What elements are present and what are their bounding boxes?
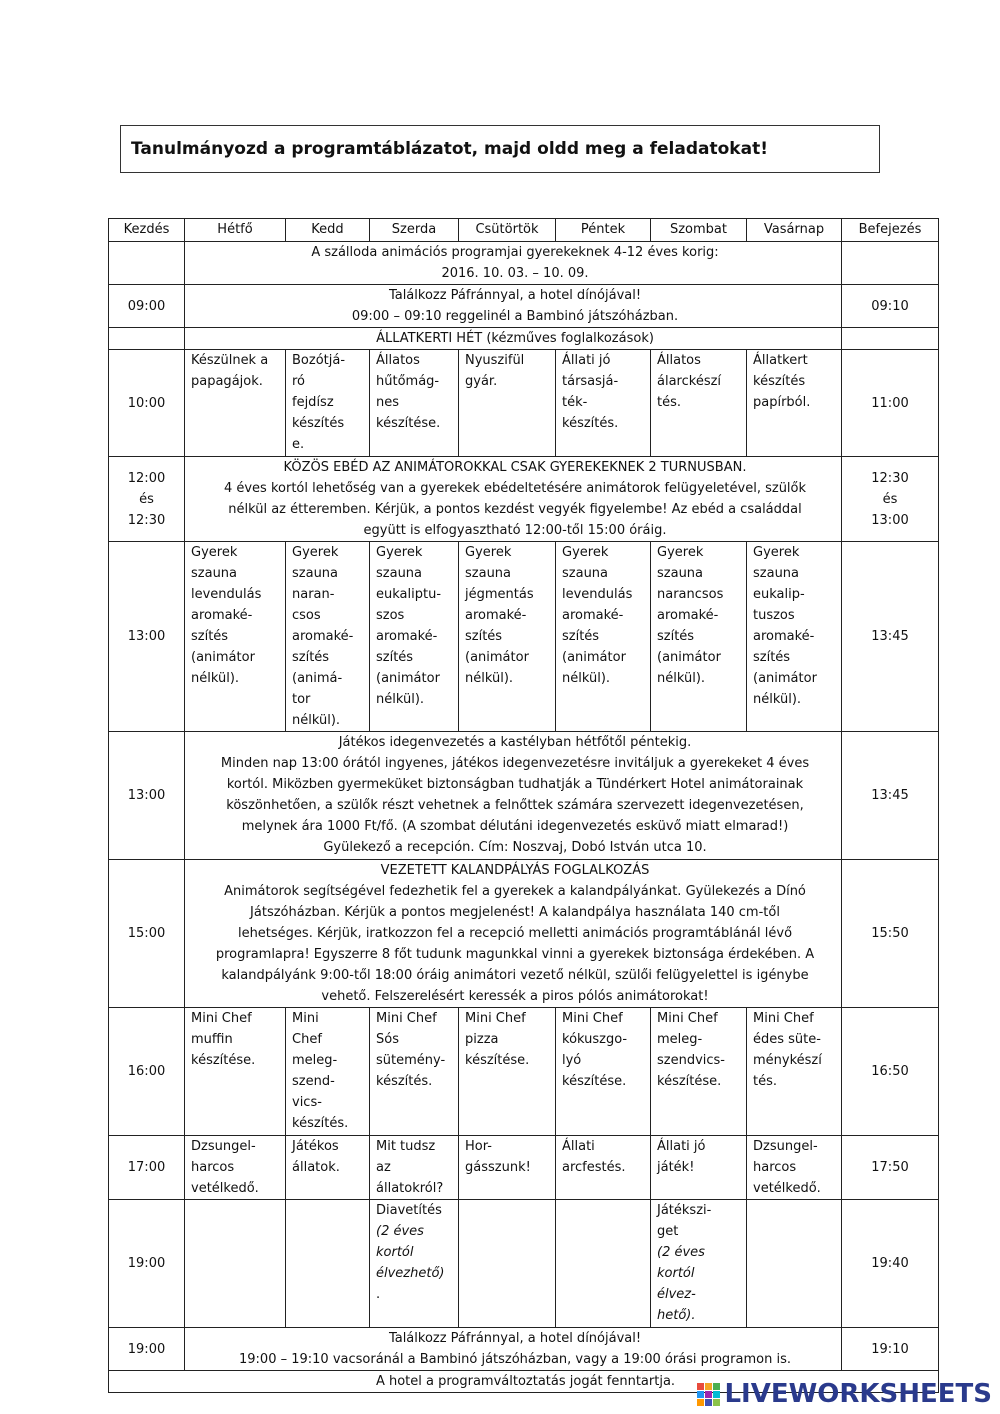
table-row: [109, 457, 939, 542]
day-cell: Mini Chef édes süte- ménykészí tés.: [747, 1008, 842, 1136]
table-row: [109, 1200, 939, 1328]
day-cell: Mini Chef kókuszgo- lyó készítése.: [556, 1008, 651, 1136]
header-thursday: Csütörtök: [459, 219, 556, 242]
day-cell: Gyerek szauna eukaliptu- szos aromaké- szítés (animátor nélkül).: [370, 542, 459, 732]
intro-row: [109, 242, 939, 285]
day-cell: Készülnek a papagájok.: [185, 350, 286, 457]
program-text: Találkozz Páfránnyal, a hotel dínójával! 19:00 – 19:10 vacsoránál a Bambinó játszóházban, vagy a 19:00 órási programon is.: [185, 1328, 842, 1371]
table-row: [109, 1328, 939, 1371]
table-row: [109, 328, 939, 350]
day-cell: Mini Chef meleg- szendvics- készítése.: [651, 1008, 747, 1136]
header-monday: Hétfő: [185, 219, 286, 242]
start-time: 09:00: [109, 285, 185, 328]
header-row: [109, 219, 939, 242]
end-time: 17:50: [842, 1136, 939, 1200]
header-wednesday: Szerda: [370, 219, 459, 242]
day-cell: Nyuszifül gyár.: [459, 350, 556, 457]
brand-square: [713, 1399, 720, 1406]
start-time: 19:00: [109, 1200, 185, 1328]
day-cell: Mit tudsz az állatokról?: [370, 1136, 459, 1200]
day-cell: Gyerek szauna narancsos aromaké- szítés (animátor nélkül).: [651, 542, 747, 732]
day-cell: Állatos álarckészí tés.: [651, 350, 747, 457]
table-row: [109, 542, 939, 732]
start-time: 13:00: [109, 732, 185, 860]
day-cell: Mini Chef muffin készítése.: [185, 1008, 286, 1136]
program-text: Találkozz Páfránnyal, a hotel dínójával! 09:00 – 09:10 reggelinél a Bambinó játszóházban.: [185, 285, 842, 328]
day-cell: Mini Chef pizza készítése.: [459, 1008, 556, 1136]
day-cell: Gyerek szauna eukalip- tuszos aromaké- szítés (animátor nélkül).: [747, 542, 842, 732]
day-cell: Dzsungel- harcos vetélkedő.: [185, 1136, 286, 1200]
day-cell: Mini Chef meleg- szend- vics- készítés.: [286, 1008, 370, 1136]
day-cell: Játékszi- get (2 éves kortól élvez- hető).: [651, 1200, 747, 1328]
end-time: 16:50: [842, 1008, 939, 1136]
day-cell: Állati jó játék!: [651, 1136, 747, 1200]
day-cell: Mini Chef Sós sütemény- készítés.: [370, 1008, 459, 1136]
end-time: 15:50: [842, 860, 939, 1008]
day-cell: Állatkert készítés papírból.: [747, 350, 842, 457]
header-start: Kezdés: [109, 219, 185, 242]
start-time: 19:00: [109, 1328, 185, 1371]
program-table: [108, 218, 939, 1393]
footer-note: A hotel a programváltoztatás jogát fenntartja.: [109, 1371, 939, 1393]
day-cell: Gyerek szauna jégmentás aromaké- szítés (animátor nélkül).: [459, 542, 556, 732]
table-row: [109, 860, 939, 1008]
table-row: [109, 732, 939, 860]
day-cell: Gyerek szauna naran- csos aromaké- szítés (animá- tor nélkül).: [286, 542, 370, 732]
header-end: Befejezés: [842, 219, 939, 242]
program-text: Játékos idegenvezetés a kastélyban hétfőtől péntekig. Minden nap 13:00 órától ingyenes, játékos idegenvezetésre invitáljuk a gyerekeket 4 éves kortól. Miközben gyermeküket biztonságban tudhatják a Tündérkert Hotel animátorainak köszönhetően, a szülők részt vehetnek a felnőttek számára szervezett idegenvezetésen, melynek ára 1000 Ft/fő. (A szombat délutáni idegenvezetés esküvő miatt elmarad!) Gyülekező a recepción. Cím: Noszvaj, Dobó István utca 10.: [185, 732, 842, 860]
brand-square: [697, 1399, 704, 1406]
day-cell: Állati arcfestés.: [556, 1136, 651, 1200]
instruction-title: Tanulmányozd a programtáblázatot, majd oldd meg a feladatokat!: [120, 125, 880, 173]
end-time: 12:30 és 13:00: [842, 457, 939, 542]
brand-text: LIVEWORKSHEETS: [724, 1379, 992, 1409]
day-cell: Dzsungel- harcos vetélkedő.: [747, 1136, 842, 1200]
day-cell: Hor- gásszunk!: [459, 1136, 556, 1200]
day-cell: Állati jó társasjá- ték- készítés.: [556, 350, 651, 457]
table-row: [109, 1136, 939, 1200]
day-cell: Bozótjá- ró fejdísz készítés e.: [286, 350, 370, 457]
header-tuesday: Kedd: [286, 219, 370, 242]
brand-square: [705, 1383, 712, 1390]
end-time: 19:10: [842, 1328, 939, 1371]
brand-square: [713, 1383, 720, 1390]
header-sunday: Vasárnap: [747, 219, 842, 242]
end-time: 13:45: [842, 732, 939, 860]
day-cell: Gyerek szauna levendulás aromaké- szítés (animátor nélkül).: [556, 542, 651, 732]
section-heading: ÁLLATKERTI HÉT (kézműves foglalkozások): [185, 328, 842, 350]
header-saturday: Szombat: [651, 219, 747, 242]
brand-square: [713, 1391, 720, 1398]
end-time: 09:10: [842, 285, 939, 328]
start-time: 10:00: [109, 350, 185, 457]
day-cell: Gyerek szauna levendulás aromaké- szítés (animátor nélkül).: [185, 542, 286, 732]
start-time: 17:00: [109, 1136, 185, 1200]
end-time: 13:45: [842, 542, 939, 732]
brand-square: [697, 1391, 704, 1398]
brand-grid-icon: [697, 1383, 720, 1406]
table-row: [109, 1008, 939, 1136]
start-time: 13:00: [109, 542, 185, 732]
day-cell: Játékos állatok.: [286, 1136, 370, 1200]
program-text: KÖZÖS EBÉD AZ ANIMÁTOROKKAL CSAK GYEREKEKNEK 2 TURNUSBAN. 4 éves kortól lehetőség van a gyerekek ebédeltetésére animátorok felügyeletével, szülők nélkül az étteremben. Kérjük, a pontos kezdést vegyék figyelembe! Az ebéd a családdal együtt is elfogyasztható 12:00-től 15:00 óráig.: [185, 457, 842, 542]
liveworksheets-logo[interactable]: [697, 1378, 992, 1410]
end-time: 11:00: [842, 350, 939, 457]
table-row: [109, 285, 939, 328]
day-cell: Diavetítés (2 éves kortól élvezhető) .: [370, 1200, 459, 1328]
header-friday: Péntek: [556, 219, 651, 242]
brand-square: [705, 1391, 712, 1398]
brand-square: [705, 1399, 712, 1406]
start-time: 16:00: [109, 1008, 185, 1136]
table-row: [109, 350, 939, 457]
brand-square: [697, 1383, 704, 1390]
day-cell: Állatos hűtőmág- nes készítése.: [370, 350, 459, 457]
program-text: VEZETETT KALANDPÁLYÁS FOGLALKOZÁS Animátorok segítségével fedezhetik fel a gyerekek a kalandpályánkat. Gyülekezés a Dínó Játszóházban. Kérjük a pontos megjelenést! A kalandpálya használata 140 cm-től lehetséges. Kérjük, iratkozzon fel a recepció melletti animációs programtáblánál lévő programlapra! Egyszerre 8 főt tudunk magunkkal vinni a gyerekek biztonsága érdekében. A kalandpályánk 9:00-től 18:00 óráig animátori vezető nélkül, szülői felügyelettel is igénybe vehető. Felszerelésért keressék a piros pólós animátorokat!: [185, 860, 842, 1008]
start-time: 12:00 és 12:30: [109, 457, 185, 542]
start-time: 15:00: [109, 860, 185, 1008]
end-time: 19:40: [842, 1200, 939, 1328]
intro-text: A szálloda animációs programjai gyerekeknek 4-12 éves korig: 2016. 10. 03. – 10. 09.: [185, 242, 842, 285]
